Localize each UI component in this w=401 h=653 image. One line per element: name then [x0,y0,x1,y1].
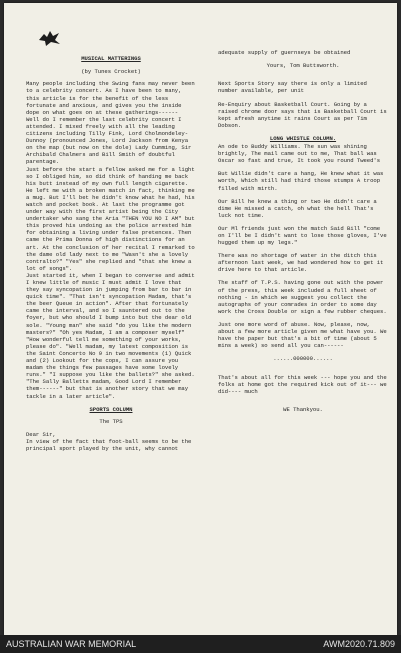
musical-paragraph: Many people including the Swing fans may never been to a celebrity concert. As I have been to many, this article is for the benefit of the less fortunate and anxious, and gives you the inside dope on what goes on at these gatherings------ [26,80,195,116]
musical-byline: (by Tunes Crocket) [81,67,141,75]
ink-blot-icon [36,28,62,48]
sports-paragraph: Next Sports Story say there is only a limited number available, per unit [218,80,367,95]
left-column [26,55,196,452]
musical-paragraph: Just before the start a fellow asked me for a light so I obliged him, so did think of handing me back his butt instead of my own full length cigarette. He left me with a broken match in fact, thinking me a mug. But I'll bet he didn't know what he had, his watch and pocket book. At last the programme got under way with the first artist being the City undertaker who sang the Aria "THEN YOU NO I AM" but this proved his undoing as the police arrested him for obtaining a living under false pretences. Then came the Prima Donna of high distinctions for an art. At the conclusion of her recital I remarked to the dame old lady next to me "Wasn't she a lovely contralto?" "Yes" she replied and "that she knew a lot of songs". [26,165,195,272]
sports-salutation: Dear Sir, [26,430,56,438]
sports-subheading: The TPS [99,418,123,426]
document-page [4,3,397,635]
sports-heading: SPORTS COLUMN [89,405,133,413]
notice-paragraph: There was no shortage of water in the ditch this afternoon last week, we had wondered how to get it drive here to that article. [218,252,384,274]
poem-stanza: Our Bill he knew a thing or two He didn't care a dime He missed a catch, oh what the hell That's luck not time. [218,197,377,219]
section-divider: ......000000...... [273,354,333,362]
footer-accession-number: AWM2020.71.809 [323,639,395,649]
sports-paragraph: adequate supply of guernseys be obtained [218,49,351,56]
letter-signature: Yours, Tom Buttsworth. [266,61,340,69]
musical-heading: MUSICAL MATTERINGS [81,55,141,62]
musical-paragraph: Well do I remember the last celebrity concert I attended. I mixed freely with all the leading citizens including Tilly Fink, Lord Cholmondeley-Dunnoy (pronounced Jones, Lord Jackson from Kenya on the map (but now on the dole) Lady Cumming, Sir Archibald Chalmers and Bill Smith of doubtful parentage. [26,115,192,166]
closing-paragraph: That's about all for this week --- hope you and the folks at home got the required kick out of it--- we did---- much [218,373,387,395]
right-column [218,49,388,419]
sports-paragraph: In view of the fact that foot-ball seems to be the principal sport played by the unit, why cannot [26,438,192,453]
notice-paragraph: The staff of T.P.S. having gone out with the power of the press, this week included a full sheet of nothing - in which we suggest you collect the autographs of your comrades in order to some day work the Cross Double or sign a few rubber cheques. [218,279,387,315]
poem-stanza: An ode to Buddy Williams. The sun was shining brightly, The mail came out to me, That ball was Oscar so fast and true, It took you round Tweed's [218,143,381,165]
whistle-heading: LONG WHISTLE COLUMN. [269,134,337,142]
notice-paragraph: Just one more word of abuse. Now, please, now, about a few more article given me what have you. We have the paper but that's a bit of time (about 5 mins a week) so send all you can------ [218,320,387,350]
musical-paragraph: Just started it, when I began to converse and admit I knew little of music I must admit I love that they say syncopation in jumping from bar to bar in quick time". "That isn't syncopation Madam, that's the beer Queue in action". After that fortunately came the interval, and so I sauntered out to the foyer, but who should I bump into but the dear old sole. "Young man" she said "do you like the modern masters?" "Oh yes Madam, I am a composer myself" "How wonderful tell me something of your works, please do". "Well madam, my latest composition is the Saint Concerto No 9 in two movements (1) Quick and (2) Lookout for the cops, I can assure you madam the things few passages have some lovely runs." "I suppose you like the ballets?" she asked. "The Sally Balletts madam, Good Lord I remember them------" but that is another story that we may tackle in a later article". [26,271,195,400]
poem-stanza: Our Ml friends just won the match Said Bill "come on I'll be I didn't want to lose those gloves, I've hugged them up my legs." [218,224,387,247]
poem-stanza: But Willie didn't care a hang, He knew what it was worth, Which still had third those stumps A troop filled with mirth. [218,170,384,192]
signoff: WE Thankyou. [283,406,323,414]
footer-institution: AUSTRALIAN WAR MEMORIAL [6,639,137,649]
archive-footer [0,635,401,653]
sports-paragraph: Re-Enquiry about Basketball Court. Going by a raised chrome door says that is Basketball Court is kept afresh anytime it rains Court as per Tim Dobson. [218,100,387,129]
